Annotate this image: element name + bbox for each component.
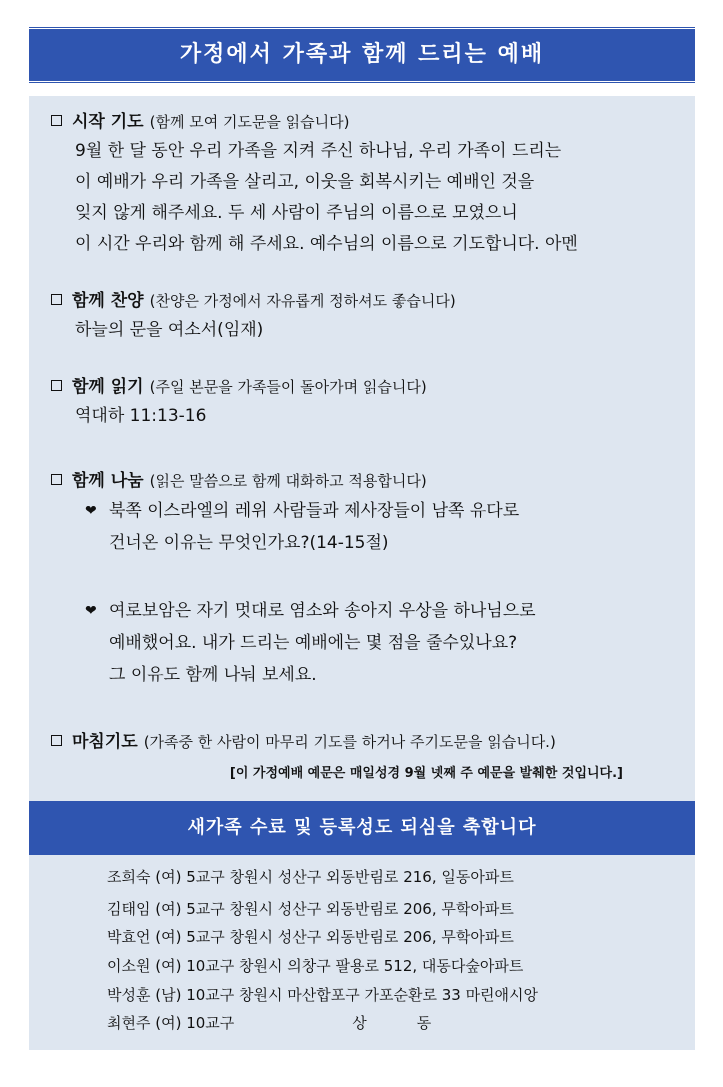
member-entry: 김태임 (여) 5교구 창원시 성산구 외동반림로 206, 무학아파트 xyxy=(107,900,514,918)
worship-content xyxy=(29,96,695,801)
member-entry: 박성훈 (남) 10교구 창원시 마산합포구 가포순환로 33 마린애시앙 xyxy=(107,986,539,1004)
section-note: (찬양은 가정에서 자유롭게 정하셔도 좋습니다) xyxy=(149,292,456,310)
congrats-title: 새가족 수료 및 등록성도 되심을 축합니다 xyxy=(29,801,695,855)
prayer-line: 이 예배가 우리 가족을 살리고, 이웃을 회복시키는 예배인 것을 xyxy=(75,172,535,192)
checkbox-icon xyxy=(51,474,62,485)
section-note: (가족중 한 사람이 마무리 기도를 하거나 주기도문을 읽습니다.) xyxy=(143,733,556,751)
checkbox-icon xyxy=(51,115,62,126)
section-note: (주일 본문을 가족들이 돌아가며 읽습니다) xyxy=(149,378,427,396)
member-entry: 박효언 (여) 5교구 창원시 성산구 외동반림로 206, 무학아파트 xyxy=(107,928,514,946)
question-1-line: ❤ 북쪽 이스라엘의 레위 사람들과 제사장들이 남쪽 유다로 xyxy=(51,495,519,527)
section-note: (함께 모여 기도문을 읽습니다) xyxy=(149,113,350,131)
section-note: (읽은 말씀으로 함께 대화하고 적용합니다) xyxy=(149,472,427,490)
section-sharing-q2 xyxy=(51,595,536,691)
member-address-part: 상 xyxy=(352,1014,367,1032)
scripture-reference: 역대하 11:13-16 xyxy=(75,406,207,426)
checkbox-icon xyxy=(51,380,62,391)
checkbox-icon xyxy=(51,294,62,305)
prayer-line: 이 시간 우리와 함께 해 주세요. 예수님의 이름으로 기도합니다. 아멘 xyxy=(75,234,578,254)
question-2-line: 그 이유도 함께 나눠 보세요. xyxy=(109,665,317,685)
page-title: 가정에서 가족과 함께 드리는 예배 xyxy=(29,29,695,81)
section-sharing xyxy=(51,467,519,559)
question-1-line: 건너온 이유는 무엇인가요?(14-15절) xyxy=(109,533,389,553)
section-title: 마침기도 xyxy=(72,732,138,752)
checkbox-icon xyxy=(51,735,62,746)
section-closing-prayer xyxy=(51,728,556,756)
title-underline xyxy=(29,82,695,83)
question-2-line: ❤ 여로보암은 자기 멋대로 염소와 송아지 우상을 하나님으로 xyxy=(51,595,536,627)
new-members-list xyxy=(29,855,695,1050)
praise-song: 하늘의 문을 여소서(임재) xyxy=(75,320,264,340)
question-2-line: 예배했어요. 내가 드리는 예배에는 몇 점을 줄수있나요? xyxy=(109,633,518,653)
heart-icon: ❤ xyxy=(85,603,97,619)
member-name: 최현주 (여) 10교구 xyxy=(107,1014,235,1032)
section-title: 함께 나눔 xyxy=(72,471,144,491)
section-praise xyxy=(51,287,456,346)
member-address-part: 동 xyxy=(416,1014,432,1032)
section-title: 시작 기도 xyxy=(72,112,144,132)
prayer-line: 잊지 않게 해주세요. 두 세 사람이 주님의 이름으로 모였으니 xyxy=(75,203,518,223)
member-entry: 조희숙 (여) 5교구 창원시 성산구 외동반림로 216, 일동아파트 xyxy=(107,868,514,886)
prayer-line: 9월 한 달 동안 우리 가족을 지켜 주신 하나님, 우리 가족이 드리는 xyxy=(75,141,562,161)
section-title: 함께 찬양 xyxy=(72,291,144,311)
section-reading xyxy=(51,373,427,432)
top-rule xyxy=(29,27,695,28)
member-entry xyxy=(107,1009,431,1037)
section-title: 함께 읽기 xyxy=(72,377,144,397)
section-opening-prayer xyxy=(51,108,578,260)
source-note: [이 가정예배 예문은 매일성경 9월 넷째 주 예문을 발췌한 것입니다.] xyxy=(229,766,623,781)
heart-icon: ❤ xyxy=(85,503,97,519)
member-entry: 이소원 (여) 10교구 창원시 의창구 팔용로 512, 대동다숲아파트 xyxy=(107,957,524,975)
